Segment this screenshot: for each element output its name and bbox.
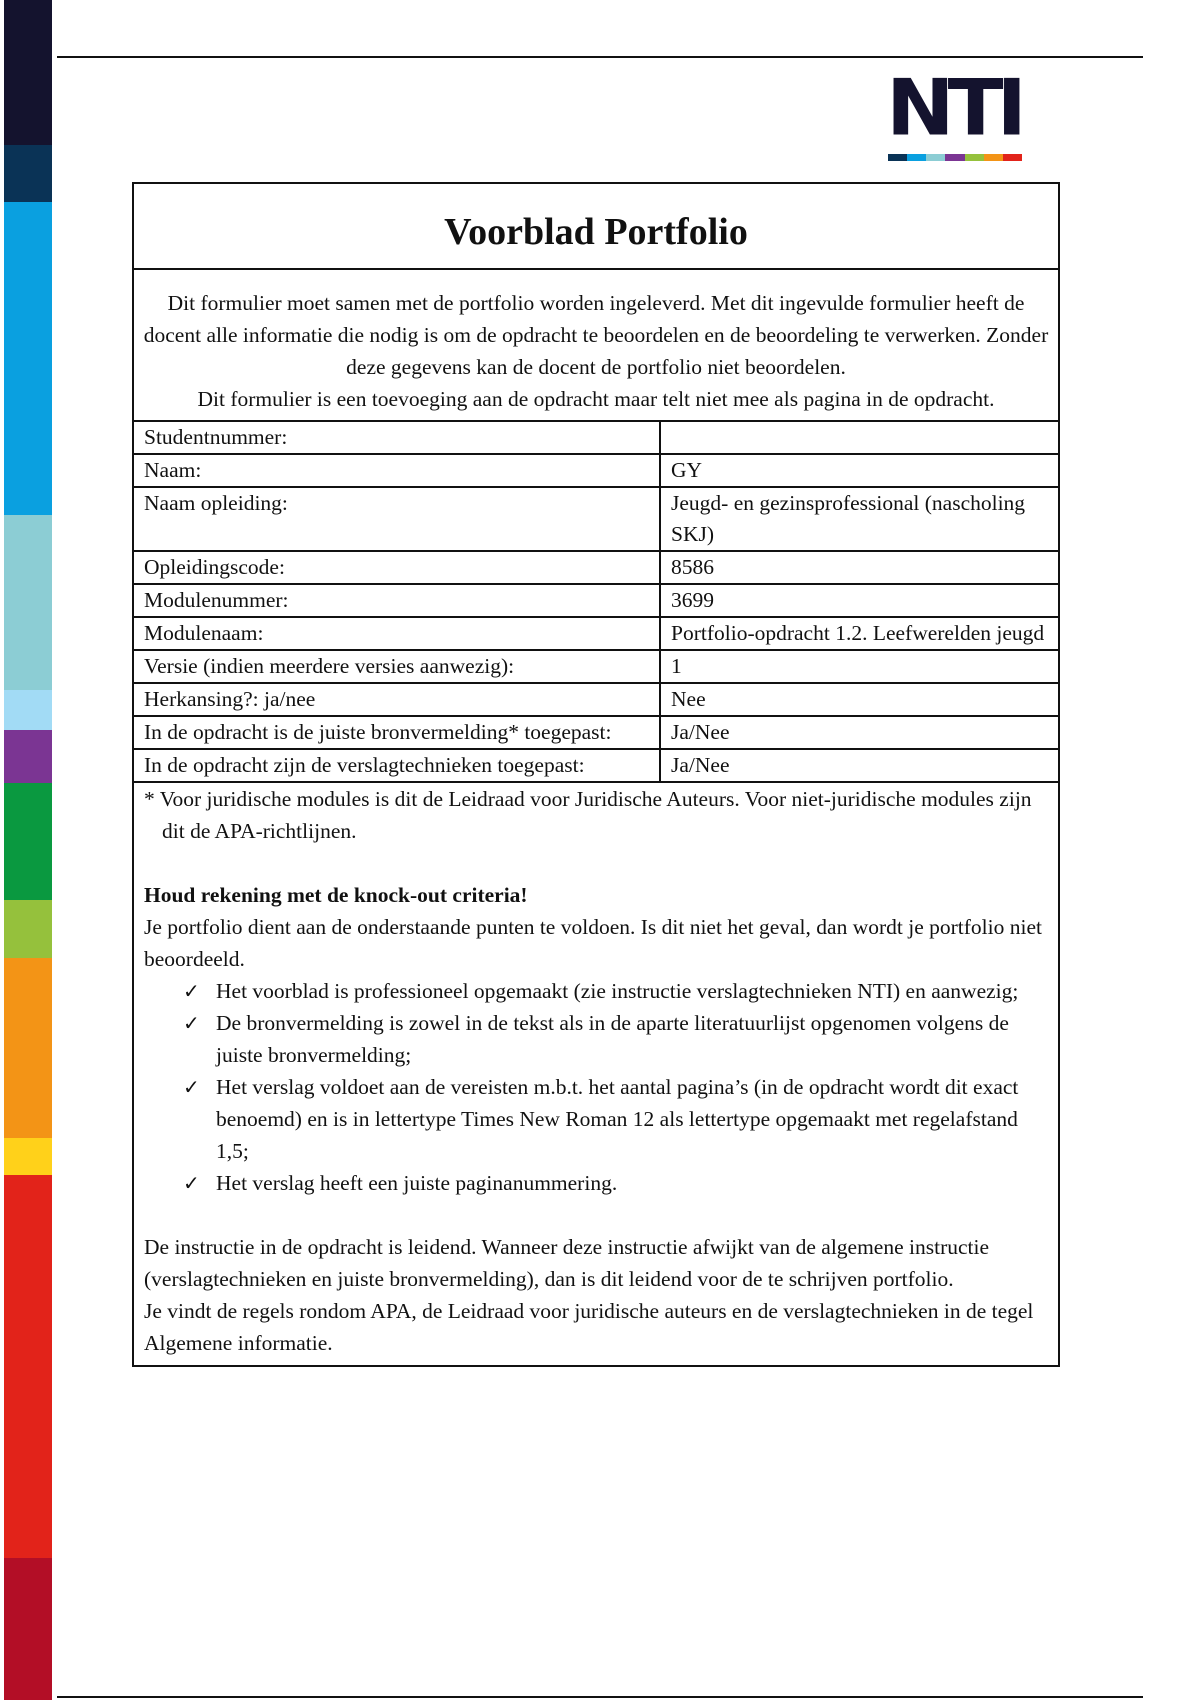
stripe-segment bbox=[4, 145, 52, 202]
row-label: Herkansing?: ja/nee bbox=[134, 684, 661, 715]
row-value: 1 bbox=[671, 654, 682, 678]
intro-paragraph: Dit formulier moet samen met de portfolio worden ingeleverd. Met dit ingevulde formulier heeft de docent alle informatie die nodig is om de opdracht te beoordelen en de beoordeling te verwerken. Zonder deze gegevens kan de docent de portfolio niet beoordelen. bbox=[143, 291, 1049, 379]
footnote: * Voor juridische modules is dit de Leidraad voor Juridische Auteurs. Voor niet-juridische modules zijn dit de APA-richtlijnen. bbox=[144, 787, 1032, 843]
table-row bbox=[134, 488, 1058, 552]
row-label: Versie (indien meerdere versies aanwezig): bbox=[134, 651, 661, 682]
stripe-segment bbox=[4, 515, 52, 690]
knockout-heading: Houd rekening met de knock-out criteria! bbox=[144, 883, 528, 907]
criterion-text: Het verslag voldoet aan de vereisten m.b.t. het aantal pagina’s (in de opdracht wordt dit exact benoemd) en is in lettertype Times New Roman 12 als lettertype opgemaakt met regelafstand 1,5; bbox=[216, 1075, 1019, 1163]
closing-paragraph: De instructie in de opdracht is leidend. Wanneer deze instructie afwijkt van de algemene instructie (verslagtechnieken en juiste bronvermelding), dan is dit leidend voor de te schrijven portfolio. bbox=[144, 1235, 990, 1291]
logo-wordmark: NTI bbox=[886, 63, 1021, 154]
row-value: GY bbox=[671, 458, 703, 482]
criterion-text: Het voorblad is professioneel opgemaakt (zie instructie verslagtechnieken NTI) en aanwezig; bbox=[216, 979, 1019, 1003]
row-label: In de opdracht zijn de verslagtechnieken toegepast: bbox=[134, 750, 661, 781]
notes-section bbox=[134, 783, 1058, 1365]
criterion-text: Het verslag heeft een juiste paginanummering. bbox=[216, 1171, 618, 1195]
row-label: In de opdracht is de juiste bronvermelding* toegepast: bbox=[134, 717, 661, 748]
row-value: Nee bbox=[671, 687, 706, 711]
criteria-list bbox=[144, 975, 1048, 1199]
table-row bbox=[134, 552, 1058, 585]
check-icon: ✓ bbox=[183, 979, 200, 1003]
side-color-stripe bbox=[4, 0, 52, 1700]
table-row bbox=[134, 717, 1058, 750]
row-label: Opleidingscode: bbox=[134, 552, 661, 583]
row-label: Modulenummer: bbox=[134, 585, 661, 616]
stripe-segment bbox=[4, 900, 52, 958]
list-item bbox=[183, 1007, 1048, 1071]
logo-color-bar bbox=[888, 154, 1022, 161]
table-row bbox=[134, 684, 1058, 717]
stripe-segment bbox=[4, 1138, 52, 1175]
stripe-segment bbox=[4, 690, 52, 730]
top-rule bbox=[57, 56, 1143, 58]
row-label: Modulenaam: bbox=[134, 618, 661, 649]
table-row bbox=[134, 651, 1058, 684]
stripe-segment bbox=[4, 0, 52, 145]
row-value: 8586 bbox=[671, 555, 714, 579]
check-icon: ✓ bbox=[183, 1011, 200, 1035]
closing-paragraph: Je vindt de regels rondom APA, de Leidraad voor juridische auteurs en de verslagtechnieken in de tegel Algemene informatie. bbox=[144, 1299, 1034, 1355]
cover-form bbox=[132, 182, 1060, 1367]
stripe-segment bbox=[4, 958, 52, 1138]
table-row bbox=[134, 585, 1058, 618]
page-title: Voorblad Portfolio bbox=[134, 184, 1058, 270]
row-value: Jeugd- en gezinsprofessional (nascholing SKJ) bbox=[671, 491, 1026, 546]
row-value: 3699 bbox=[671, 588, 714, 612]
intro-paragraph: Dit formulier is een toevoeging aan de opdracht maar telt niet mee als pagina in de opdracht. bbox=[197, 387, 995, 411]
knockout-intro: Je portfolio dient aan de onderstaande punten te voldoen. Is dit niet het geval, dan wordt je portfolio niet beoordeeld. bbox=[144, 915, 1042, 971]
row-label: Naam opleiding: bbox=[134, 488, 661, 550]
row-value bbox=[661, 422, 1058, 453]
bottom-rule bbox=[57, 1696, 1143, 1698]
row-value: Ja/Nee bbox=[671, 720, 730, 744]
row-label: Studentnummer: bbox=[134, 422, 661, 453]
info-table bbox=[134, 422, 1058, 783]
intro-text bbox=[134, 270, 1058, 422]
stripe-segment bbox=[4, 730, 52, 783]
list-item bbox=[183, 975, 1048, 1007]
table-row bbox=[134, 750, 1058, 783]
stripe-segment bbox=[4, 783, 52, 900]
criterion-text: De bronvermelding is zowel in de tekst als in de aparte literatuurlijst opgenomen volgens de juiste bronvermelding; bbox=[216, 1011, 1009, 1067]
row-value: Ja/Nee bbox=[671, 753, 730, 777]
stripe-segment bbox=[4, 1175, 52, 1558]
table-row bbox=[134, 422, 1058, 455]
table-row bbox=[134, 618, 1058, 651]
check-icon: ✓ bbox=[183, 1075, 200, 1099]
stripe-segment bbox=[4, 1558, 52, 1700]
stripe-segment bbox=[4, 202, 52, 515]
row-label: Naam: bbox=[134, 455, 661, 486]
nti-logo bbox=[886, 63, 1028, 160]
list-item bbox=[183, 1167, 1048, 1199]
list-item bbox=[183, 1071, 1048, 1167]
check-icon: ✓ bbox=[183, 1171, 200, 1195]
table-row bbox=[134, 455, 1058, 488]
row-value: Portfolio-opdracht 1.2. Leefwerelden jeugd bbox=[671, 621, 1045, 645]
